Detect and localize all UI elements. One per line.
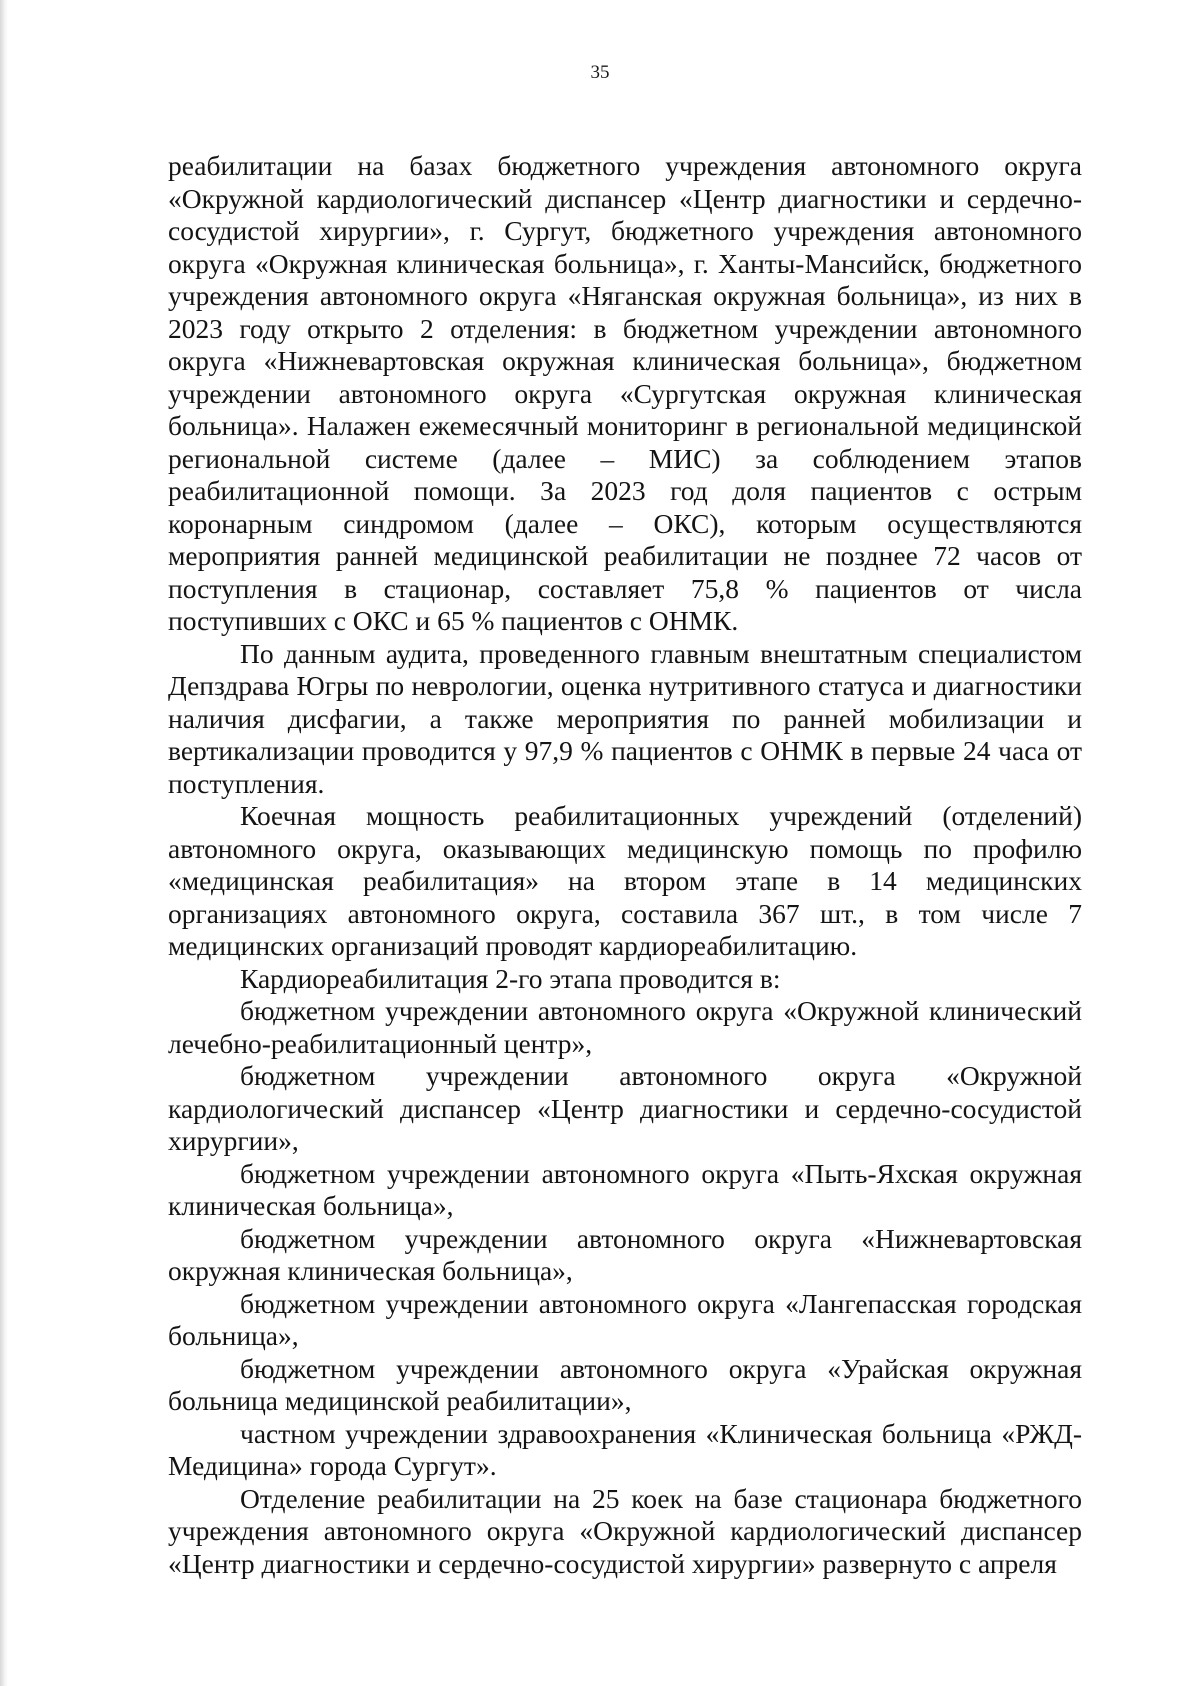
scan-edge [0,0,8,1686]
list-item: бюджетном учреждении автономного округа «Окружной кардиологический диспансер «Центр диагностики и сердечно-сосудистой хирургии», [168,1060,1082,1156]
paragraph: Коечная мощность реабилитационных учреждений (отделений) автономного округа, оказывающих медицинскую помощь по профилю «медицинская реабилитация» на втором этапе в 14 медицинских организациях автономного округа, составила 367 шт., в том числе 7 медицинских организаций проводят кардиореабилитацию. [168,800,1082,961]
page-number: 35 [590,62,610,83]
list-item: бюджетном учреждении автономного округа «Нижневартовская окружная клиническая больница», [168,1222,1082,1286]
paragraph: Отделение реабилитации на 25 коек на базе стационара бюджетного учреждения автономного округа «Окружной кардиологический диспансер «Центр диагностики и сердечно-сосудистой хирургии» развернуто с апреля [168,1482,1082,1579]
list-intro: Кардиореабилитация 2-го этапа проводится в: [240,962,781,994]
list-item: бюджетном учреждении автономного округа «Пыть-Яхская окружная клиническая больница», [168,1157,1082,1221]
paragraph: По данным аудита, проведенного главным внештатным специалистом Депздрава Югры по неврологии, оценка нутритивного статуса и диагностики наличия дисфагии, а также мероприятия по ранней мобилизации и вертикализации проводится у 97,9 % пациентов с ОНМК в первые 24 часа от поступления. [168,637,1082,799]
paragraph: реабилитации на базах бюджетного учреждения автономного округа «Окружной кардиологический диспансер «Центр диагностики и сердечно-сосудистой хирургии», г. Сургут, бюджетного учреждения автономного округа «Окружная клиническая больница», г. Ханты-Мансийск, бюджетного учреждения автономного округа «Няганская окружная больница», из них в 2023 году открыто 2 отделения: в бюджетном учреждении автономного округа «Нижневартовская окружная клиническая больница», бюджетном учреждении автономного округа «Сургутская окружная клиническая больница». Налажен ежемесячный мониторинг в региональной медицинской региональной системе (далее – МИС) за соблюдением этапов реабилитационной помощи. За 2023 год доля пациентов с острым коронарным синдромом (далее – ОКС), которым осуществляются мероприятия ранней медицинской реабилитации не позднее 72 часов от поступления в стационар, составляет 75,8 % пациентов от числа поступивших с ОКС и 65 % пациентов с ОНМК. [168,150,1082,636]
list-item: частном учреждении здравоохранения «Клиническая больница «РЖД-Медицина» города Сургут». [168,1417,1082,1481]
list-item: бюджетном учреждении автономного округа «Урайская окружная больница медицинской реабилитации», [168,1352,1082,1416]
list-item: бюджетном учреждении автономного округа «Лангепасская городская больница», [168,1287,1082,1351]
document-body [168,150,1082,1580]
list-item: бюджетном учреждении автономного округа «Окружной клинический лечебно-реабилитационный центр», [168,995,1082,1059]
